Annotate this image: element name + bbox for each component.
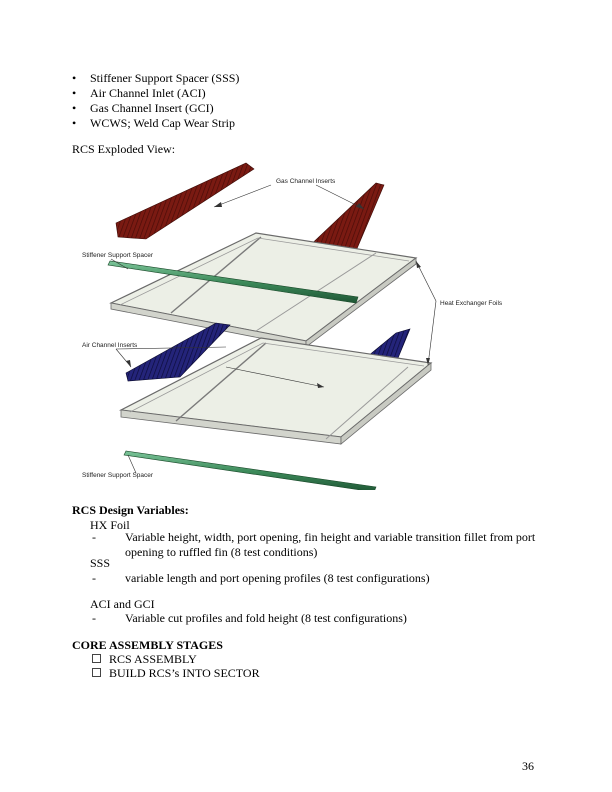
stiffener-support-spacer-lower [124, 451, 376, 490]
label-heat-exchanger-foils: Heat Exchanger Foils [440, 300, 503, 307]
bullet-item: • Gas Channel Insert (GCI) [72, 101, 239, 116]
label-stiffener-support-spacer-bottom: Stiffener Support Spacer [82, 472, 154, 479]
component-bullet-list [72, 71, 239, 131]
dash-marker: - [92, 530, 96, 544]
exploded-view-heading: RCS Exploded View: [72, 142, 176, 156]
assembly-stage-label: BUILD RCS’s INTO SECTOR [109, 666, 260, 680]
hx-foil-label: HX Foil [90, 518, 130, 532]
bullet-item: • Stiffener Support Spacer (SSS) [72, 71, 239, 86]
label-air-channel-inserts: Air Channel Inserts [82, 342, 138, 349]
aci-gci-label: ACI and GCI [90, 597, 155, 611]
heat-exchanger-foil-upper [111, 233, 416, 347]
checkbox-icon [92, 654, 101, 663]
assembly-stage-item [92, 666, 260, 681]
checkbox-icon [92, 668, 101, 677]
gas-channel-insert-left [116, 163, 254, 239]
aci-gci-item-text: Variable cut profiles and fold height (8 test configurations) [125, 611, 407, 625]
dash-marker: - [92, 571, 96, 585]
label-gas-channel-inserts: Gas Channel Inserts [276, 178, 336, 185]
assembly-stage-label: RCS ASSEMBLY [109, 652, 197, 666]
label-stiffener-support-spacer-top: Stiffener Support Spacer [82, 252, 154, 259]
bullet-item: • Air Channel Inlet (ACI) [72, 86, 239, 101]
page-number: 36 [522, 759, 534, 773]
hx-foil-item-text: Variable height, width, port opening, fin height and variable transition fillet from port opening to ruffled fin (8 test conditions) [125, 530, 536, 559]
sss-item-text: variable length and port opening profiles (8 test configurations) [125, 571, 430, 585]
dash-marker: - [92, 611, 96, 625]
rcs-exploded-view-figure [76, 155, 536, 490]
sss-label: SSS [90, 556, 111, 570]
design-variables-heading: RCS Design Variables: [72, 503, 189, 517]
assembly-stage-item [92, 652, 197, 667]
bullet-item: • WCWS; Weld Cap Wear Strip [72, 116, 239, 131]
exploded-view-drawing [76, 155, 536, 490]
core-assembly-heading: CORE ASSEMBLY STAGES [72, 638, 223, 652]
